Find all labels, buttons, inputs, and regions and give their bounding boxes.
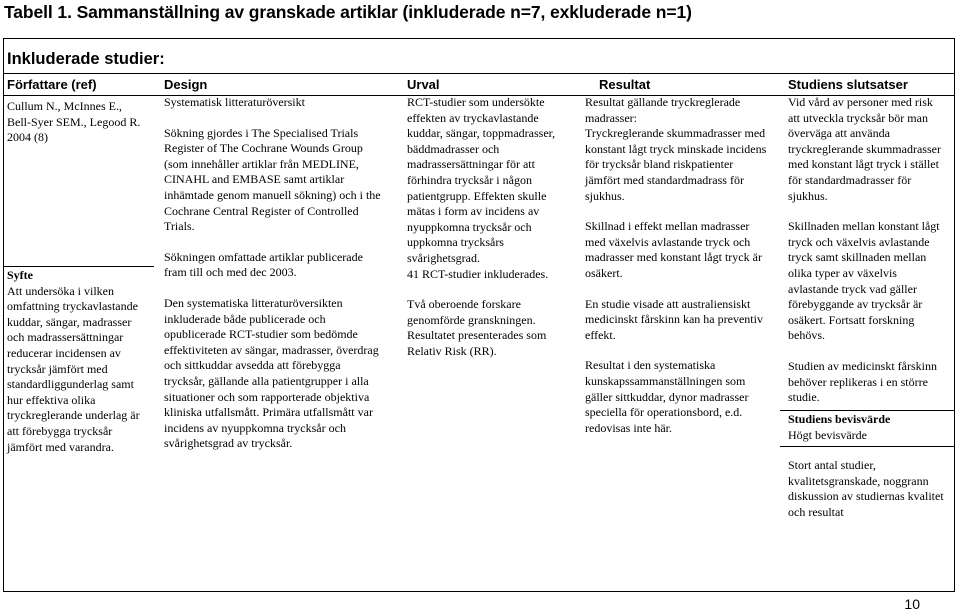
conclusion-line: Studien av medicinskt fårskinn — [788, 358, 937, 373]
design-cell — [164, 95, 381, 452]
syfte-line: reducerar incidensen av — [7, 345, 121, 360]
design-line: Register of The Cochrane Wounds Group — [164, 141, 363, 156]
bevis-motivation — [788, 458, 944, 520]
divider-syfte — [4, 266, 154, 267]
design-line: incidens av nyuppkomna trycksår och — [164, 420, 346, 435]
design-line: situationer och som rapporterade objektiva — [164, 389, 370, 404]
syfte-line: omfattning tryckavlastande — [7, 299, 138, 314]
syfte-line: och madrassersättningar — [7, 330, 124, 345]
conclusion-line: olika typer av växelvis — [788, 265, 897, 280]
design-line: fram till och med dec 2003. — [164, 265, 297, 280]
sample-line: kuddar, sängar, toppmadrasser, — [407, 126, 556, 141]
conclusion-line: sjukhus. — [788, 188, 828, 203]
header-design: Design — [164, 77, 208, 92]
conclusion-line: med konstant lågt tryck i stället — [788, 157, 939, 172]
result-line: för trycksår bland riskpatienter — [585, 157, 734, 172]
design-line: CINAHL and EMBASE samt artiklar — [164, 172, 345, 187]
design-line: och sittkuddar avsedda att förebygga — [164, 358, 341, 373]
conclusion-line: behöver replikeras i en större — [788, 374, 928, 389]
sample-line: 41 RCT-studier inkluderades. — [407, 266, 549, 281]
sample-line: mätas i form av incidens av — [407, 204, 540, 219]
syfte-line: standardliggunderlag samt — [7, 377, 134, 392]
design-line: inhämtade genom manuell sökning) och i the — [164, 187, 381, 202]
design-line: Trials. — [164, 219, 195, 234]
design-line: kliniska utfallsmått. Primära utfallsmått var — [164, 405, 373, 420]
design-line: effektiviteten av sängar, madrasser, överdrag — [164, 342, 379, 357]
conclusion-line: Skillnaden mellan konstant lågt — [788, 219, 940, 234]
sample-line: svårighetsgrad. — [407, 250, 480, 265]
design-line: Cochrane Central Register of Controlled — [164, 203, 359, 218]
conclusion-line: Vid vård av personer med risk — [788, 95, 933, 109]
author-cell — [7, 99, 140, 146]
result-line: Resultat i den systematiska — [585, 358, 716, 373]
result-line: gäller sittkuddar, dynor madrasser — [585, 389, 749, 404]
conclusion-line: tryck och växelvis avlastande — [788, 234, 930, 249]
author-line: Bell-Syer SEM., Legood R. — [7, 114, 141, 129]
conclusion-line: studie. — [788, 390, 820, 405]
divider-bevis-top — [780, 410, 955, 411]
table-header — [3, 73, 955, 96]
sample-line: Två oberoende forskare — [407, 297, 521, 312]
author-line: Cullum N., McInnes E., — [7, 99, 122, 113]
result-line: sjukhus. — [585, 188, 625, 203]
header-result: Resultat — [599, 77, 651, 92]
sample-line: madrassersättningar för att — [407, 157, 535, 172]
sample-line: uppkomna trycksårs — [407, 235, 504, 250]
bevis-value: Högt bevisvärde — [788, 427, 867, 442]
design-line: Den systematiska litteraturöversikten — [164, 295, 343, 310]
syfte-line: hur effektiva olika — [7, 392, 96, 407]
design-line: opublicerade RCT-studier som bedömde — [164, 327, 358, 342]
syfte-line: att förebygga trycksår — [7, 423, 113, 438]
result-line: Tryckreglerande skummadrasser med — [585, 126, 766, 141]
sample-line: förhindra trycksår i någon — [407, 172, 532, 187]
result-line: redovisas inte här. — [585, 420, 672, 435]
conclusion-line: behövs. — [788, 328, 825, 343]
result-line: medicinskt fårskinn kan ha preventiv — [585, 312, 763, 327]
syfte-line: tryckreglerande underlag är — [7, 408, 140, 423]
result-line: jämfört med standardmadrass för — [585, 172, 744, 187]
divider-bevis-bottom — [780, 446, 955, 447]
sample-line: patientgrupp. Effekten skulle — [407, 188, 547, 203]
syfte-cell — [7, 268, 140, 455]
design-line: Sökningen omfattade artiklar publicerade — [164, 249, 363, 264]
result-line: madrasser: — [585, 110, 637, 125]
syfte-line: jämfört med varandra. — [7, 439, 114, 454]
bevis-line: och resultat — [788, 504, 844, 519]
result-line: konstant lågt tryck minskade incidens — [585, 141, 767, 156]
syfte-label: Syfte — [7, 268, 33, 282]
design-line: trycksår, gällande alla patientgrupper i alla — [164, 373, 369, 388]
sample-cell — [407, 95, 555, 360]
syfte-line: trycksår jämfört med — [7, 361, 108, 376]
syfte-line: kuddar, sängar, madrasser — [7, 314, 132, 329]
conclusion-line: för standardmadrasser för — [788, 172, 912, 187]
design-line: inkluderade både publicerade och — [164, 311, 326, 326]
conclusion-line: tryck samt skillnaden mellan — [788, 250, 927, 265]
result-line: En studie visade att australiensiskt — [585, 296, 751, 311]
result-line: med växelvis avlastande tryck och — [585, 234, 751, 249]
table-title: Tabell 1. Sammanställning av granskade artiklar (inkluderade n=7, exkluderade n=1) — [4, 2, 692, 22]
design-line: svårighetsgrad av trycksår. — [164, 436, 293, 451]
sample-line: genomförde granskningen. — [407, 312, 536, 327]
result-line: madrasser med konstant lågt tryck är — [585, 250, 762, 265]
result-line: kunskapssammanställningen som — [585, 373, 746, 388]
design-type: Systematisk litteraturöversikt — [164, 95, 305, 109]
header-right-border — [954, 73, 955, 94]
result-line: Skillnad i effekt mellan madrasser — [585, 219, 750, 234]
result-cell — [585, 95, 766, 436]
result-line: effekt. — [585, 327, 616, 342]
bevis-label: Studiens bevisvärde — [788, 412, 891, 426]
conclusion-line: tryckreglerande skummadrasser — [788, 141, 941, 156]
included-heading: Inkluderade studier: — [7, 50, 165, 68]
bevis-cell — [788, 412, 890, 443]
syfte-line: Att undersöka i vilken — [7, 283, 114, 298]
conclusion-line: förebyggande av trycksår är — [788, 297, 923, 312]
header-conclusions: Studiens slutsatser — [788, 77, 908, 92]
result-line: osäkert. — [585, 265, 623, 280]
header-author: Författare (ref) — [7, 77, 97, 92]
conclusion-line: avlastande tryck vad gäller — [788, 281, 917, 296]
design-line: (som innehåller artiklar från MEDLINE, — [164, 156, 359, 171]
sample-line: Relativ Risk (RR). — [407, 343, 497, 358]
sample-line: RCT-studier som undersökte — [407, 95, 545, 109]
sample-line: Resultatet presenterades som — [407, 328, 547, 343]
design-line: Sökning gjordes i The Specialised Trials — [164, 125, 359, 140]
conclusion-cell — [788, 95, 941, 406]
header-left-border — [3, 73, 4, 94]
sample-line: effekten av tryckavlastande — [407, 110, 539, 125]
sample-line: nyuppkomna trycksår och — [407, 219, 532, 234]
bevis-line: diskussion av studiernas kvalitet — [788, 489, 944, 504]
bevis-line: kvalitetsgranskade, noggrann — [788, 473, 929, 488]
bevis-line: Stort antal studier, — [788, 458, 876, 472]
conclusion-line: osäkert. Fortsatt forskning — [788, 312, 915, 327]
conclusion-line: att utveckla trycksår bör man — [788, 110, 928, 125]
result-line: Resultat gällande tryckreglerade — [585, 95, 741, 109]
result-line: speciella för operationsbord, e.d. — [585, 405, 743, 420]
page-number: 10 — [904, 596, 920, 612]
header-sample: Urval — [407, 77, 440, 92]
author-line: 2004 (8) — [7, 130, 48, 145]
sample-line: bäddmadrasser och — [407, 141, 500, 156]
included-studies-box — [3, 38, 955, 73]
conclusion-line: överväga att använda — [788, 126, 890, 141]
